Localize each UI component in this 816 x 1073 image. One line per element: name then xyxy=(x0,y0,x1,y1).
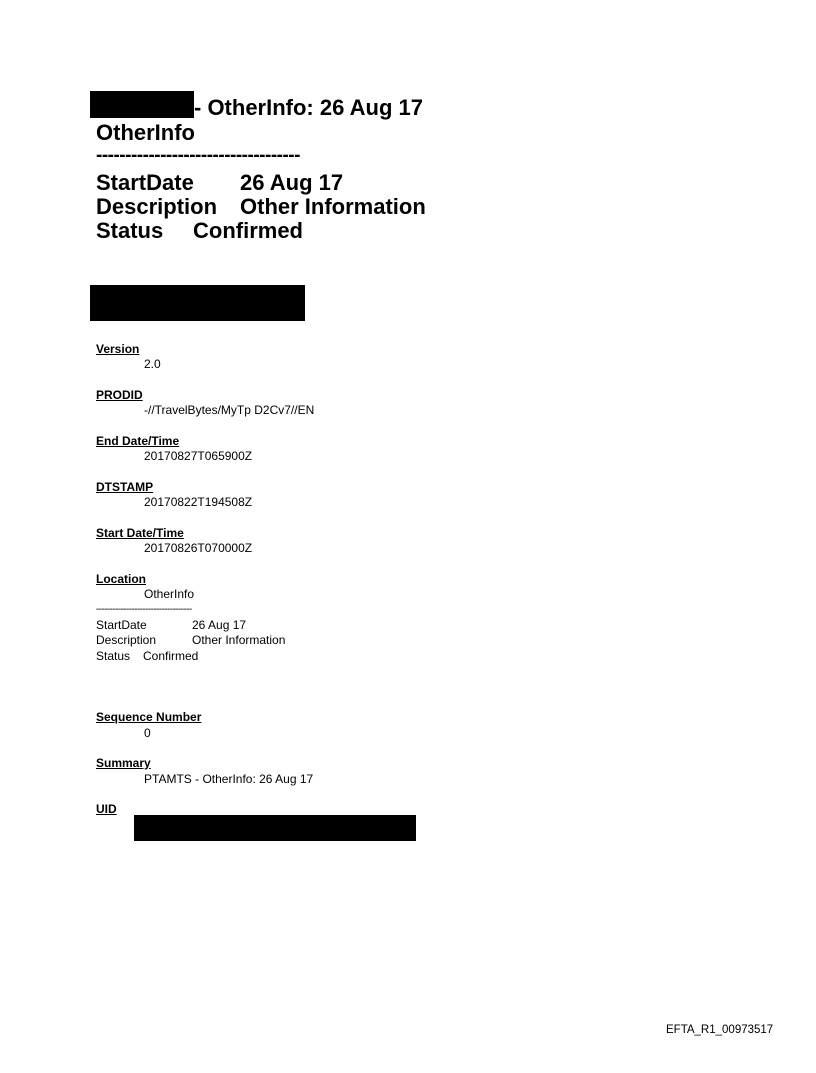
header-description-value: Other Information xyxy=(240,194,426,219)
header-divider: ----------------------------------- xyxy=(96,145,300,166)
redaction-box-uid xyxy=(134,815,416,841)
end-datetime-value: 20170827T065900Z xyxy=(144,449,253,463)
dtstamp-label: DTSTAMP xyxy=(96,480,154,494)
header-status-key: Status xyxy=(96,218,164,243)
description-divider: ----------------------------------- xyxy=(96,604,192,615)
prodid-label: PRODID xyxy=(96,388,143,402)
redaction-box-block xyxy=(90,285,305,321)
header-startdate-value: 26 Aug 17 xyxy=(240,170,344,195)
header-status-value: Confirmed xyxy=(193,218,303,243)
version-label: Version xyxy=(96,342,140,356)
header-startdate-key: StartDate xyxy=(96,170,194,195)
desc-startdate-key: StartDate xyxy=(96,618,147,632)
start-datetime-label: Start Date/Time xyxy=(96,526,184,540)
version-value: 2.0 xyxy=(144,357,161,371)
summary-value: PTAMTS - OtherInfo: 26 Aug 17 xyxy=(144,772,314,786)
bates-number: EFTA_R1_00973517 xyxy=(666,1024,774,1036)
desc-description-value: Other Information xyxy=(192,633,286,647)
location-value: OtherInfo xyxy=(144,587,195,601)
end-datetime-label: End Date/Time xyxy=(96,434,180,448)
sequence-label: Sequence Number xyxy=(96,710,202,724)
header-description-key: Description xyxy=(96,194,218,219)
summary-label: Summary xyxy=(96,756,151,770)
page-subtitle: OtherInfo xyxy=(96,120,195,145)
uid-label: UID xyxy=(96,802,117,816)
prodid-value: -//TravelBytes/MyTp D2Cv7//EN xyxy=(144,403,315,417)
page-title: - OtherInfo: 26 Aug 17 xyxy=(194,95,423,120)
desc-status-value: Confirmed xyxy=(143,649,199,663)
start-datetime-value: 20170826T070000Z xyxy=(144,541,253,555)
redaction-box-title xyxy=(90,91,194,118)
desc-description-key: Description xyxy=(96,633,157,647)
desc-startdate-value: 26 Aug 17 xyxy=(192,618,247,632)
desc-status-key: Status xyxy=(96,649,131,663)
sequence-value: 0 xyxy=(144,726,151,740)
dtstamp-value: 20170822T194508Z xyxy=(144,495,253,509)
location-label: Location xyxy=(96,572,146,586)
